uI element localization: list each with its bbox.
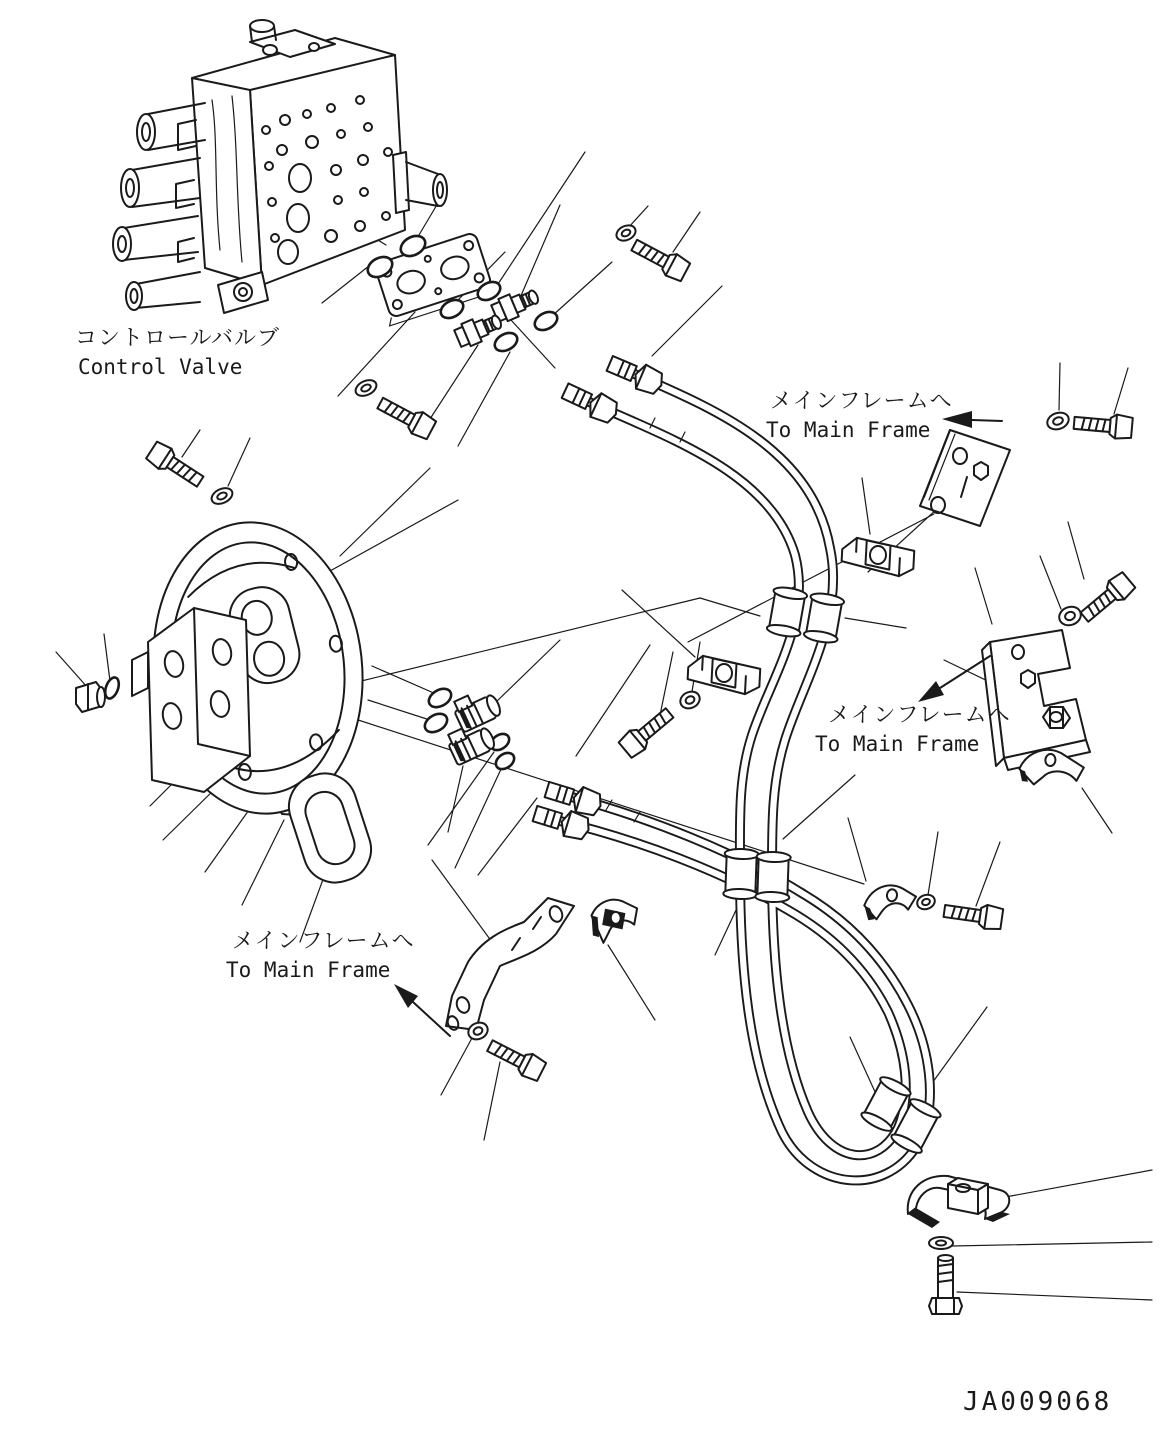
to-main-frame-1-en: To Main Frame bbox=[766, 418, 931, 442]
control-valve-label-en: Control Valve bbox=[78, 355, 243, 379]
flange-plate bbox=[370, 232, 494, 326]
control-valve-label-ja: コントロールバルブ bbox=[75, 326, 281, 351]
to-main-frame-3-ja: メインフレームへ bbox=[232, 929, 415, 954]
to-main-frame-1-ja: メインフレームへ bbox=[770, 389, 953, 414]
hydraulic-hose-pair bbox=[556, 372, 930, 1180]
valve-solenoids bbox=[113, 103, 205, 310]
mount-strap bbox=[446, 898, 574, 1031]
plug bbox=[76, 682, 105, 712]
to-main-frame-2-ja: メインフレームへ bbox=[828, 703, 1011, 728]
to-main-frame-arrow-3 bbox=[394, 984, 450, 1036]
bolt-vertical bbox=[929, 1255, 962, 1314]
plate-bracket-top-right bbox=[920, 430, 1010, 526]
mounting-ear bbox=[132, 608, 250, 792]
elbow-fitting bbox=[445, 685, 503, 765]
to-main-frame-2-en: To Main Frame bbox=[815, 732, 980, 756]
valve-port bbox=[393, 152, 447, 213]
to-main-frame-arrow-2 bbox=[918, 656, 990, 702]
saddle-clamp-bottom bbox=[908, 1176, 1010, 1228]
nut bbox=[1043, 707, 1070, 728]
washer bbox=[929, 1237, 953, 1249]
drawing-number: JA009068 bbox=[963, 1387, 1113, 1417]
to-main-frame-3-en: To Main Frame bbox=[226, 958, 391, 982]
z-bracket-right bbox=[982, 630, 1090, 770]
